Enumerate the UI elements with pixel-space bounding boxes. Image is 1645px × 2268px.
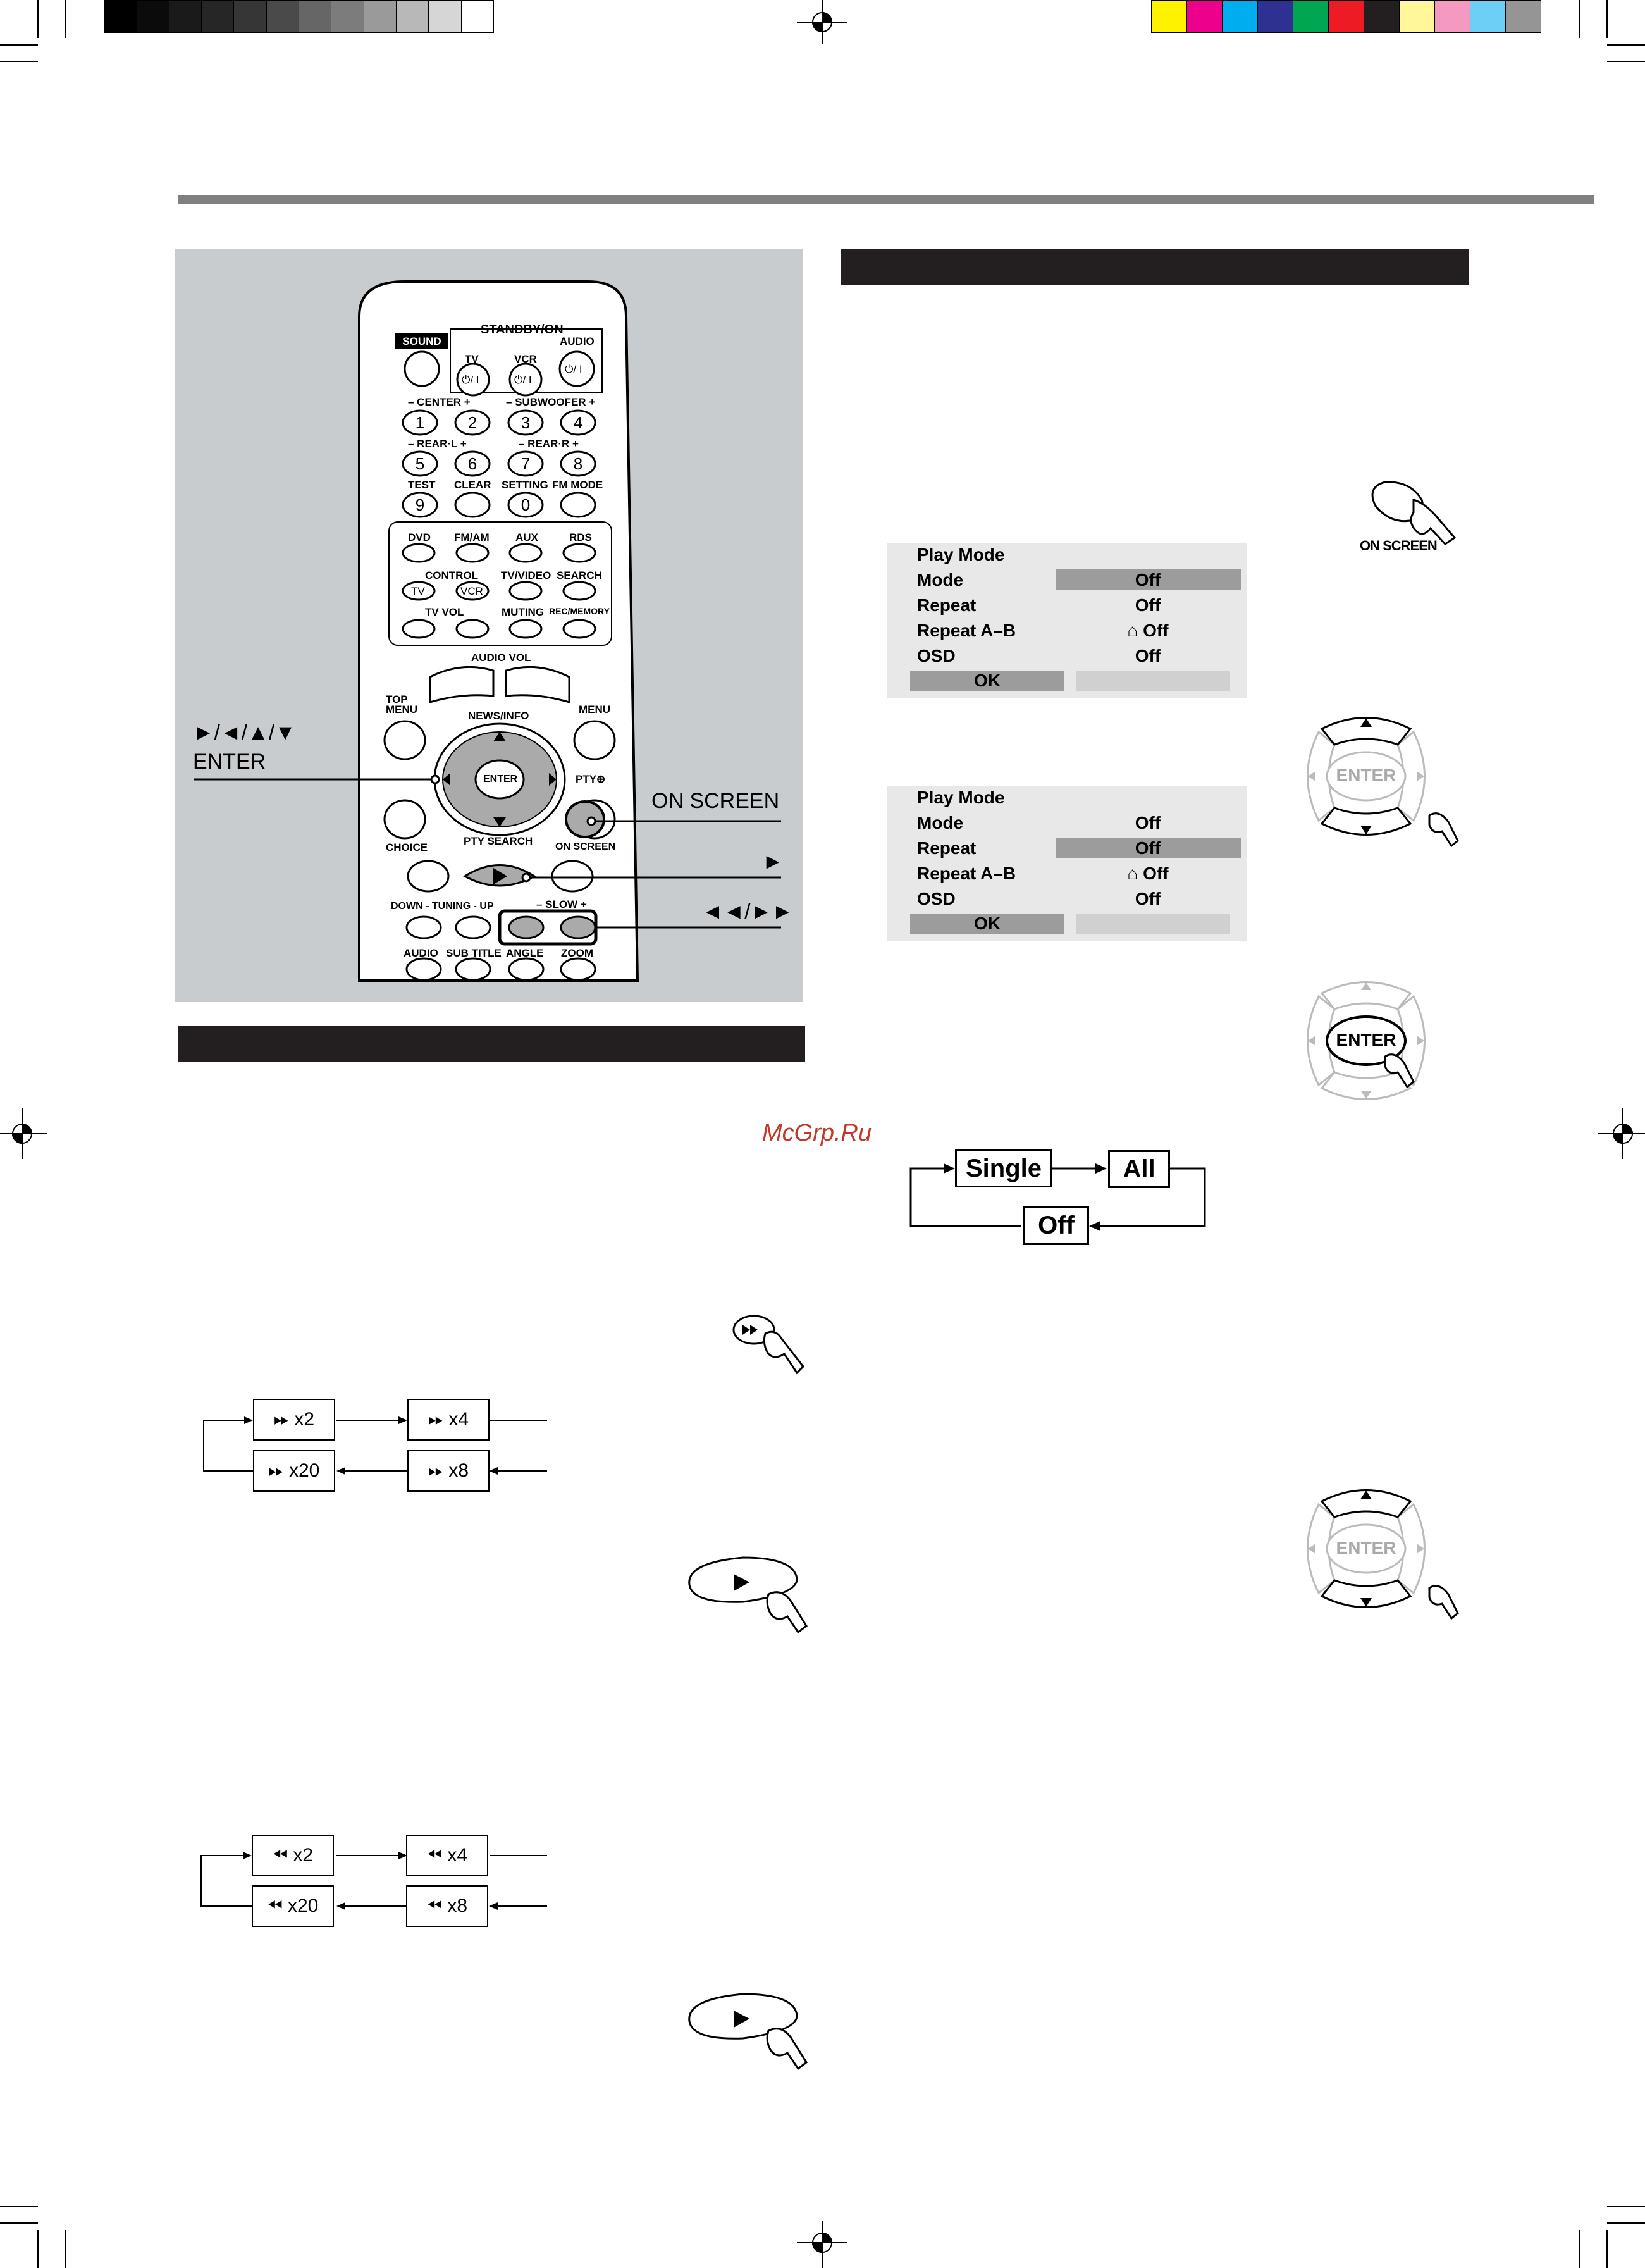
- aux-label: AUX: [515, 531, 538, 543]
- tv-power-symbol: ⏻/ I: [462, 374, 479, 386]
- ff-x2-box: ⏩︎ x2: [253, 1399, 335, 1441]
- slow-label: – SLOW +: [536, 898, 587, 910]
- enter-pad-label-3[interactable]: ENTER: [1336, 1538, 1396, 1558]
- ff-icon: ⏩︎: [268, 1460, 289, 1481]
- ff-x20-box: ⏩︎ x20: [253, 1450, 335, 1492]
- choice-label: CHOICE: [386, 841, 428, 853]
- rear-r-label: – REAR·R +: [519, 438, 579, 450]
- ff-icon: ⏩︎: [428, 1460, 449, 1481]
- pty-search-label: PTY SEARCH: [464, 835, 533, 847]
- osd-repeat-ab-label[interactable]: Repeat A–B: [917, 621, 1016, 640]
- rew-icon: ⏪︎: [426, 1895, 448, 1916]
- rew-x8-box: ⏪︎ x8: [406, 1885, 488, 1927]
- pty-plus-label: PTY⊕: [576, 773, 606, 785]
- tv-video-label: TV/VIDEO: [501, 569, 551, 581]
- vcr-btn-label[interactable]: VCR: [460, 585, 483, 597]
- cursor-enter-callout: ►/◄/▲/▼ ENTER: [193, 721, 296, 774]
- num-9[interactable]: 9: [415, 495, 425, 514]
- osd-repeat-ab-value: ⌂ Off: [1127, 864, 1169, 883]
- on-screen-key-label: ON SCREEN: [555, 841, 616, 852]
- osd-ok-button[interactable]: OK: [974, 914, 1001, 933]
- audio-vol-label: AUDIO VOL: [471, 652, 531, 664]
- osd-repeat-label[interactable]: Repeat: [917, 838, 977, 858]
- osd-repeat-label[interactable]: Repeat: [917, 595, 977, 615]
- rew-x4-box: ⏪︎ x4: [406, 1835, 488, 1876]
- rec-memory-label: REC/MEMORY: [549, 606, 610, 616]
- watermark: McGrp.Ru: [762, 1120, 872, 1146]
- standby-label: STANDBY/ON: [481, 323, 564, 337]
- rew-icon: ⏪︎: [272, 1845, 293, 1866]
- ff-button-icon: [734, 1316, 803, 1373]
- tv-label: TV: [465, 353, 479, 365]
- num-3[interactable]: 3: [521, 413, 531, 432]
- osd-osd-value: Off: [1135, 646, 1161, 666]
- search-label: SEARCH: [557, 569, 602, 581]
- fm-am-label: FM/AM: [454, 531, 490, 543]
- ff-icon: ⏩︎: [428, 1409, 449, 1430]
- sound-label: SOUND: [402, 335, 441, 347]
- tv-btn-label[interactable]: TV: [411, 585, 425, 597]
- osd-title: Play Mode: [917, 545, 1005, 564]
- tv-vol-label: TV VOL: [425, 606, 464, 618]
- num-1[interactable]: 1: [415, 413, 425, 432]
- zoom-label: ZOOM: [561, 947, 593, 959]
- osd-repeat-value: Off: [1135, 838, 1161, 858]
- repeat-single-box: Single: [955, 1149, 1052, 1187]
- control-label: CONTROL: [425, 569, 479, 581]
- setting-label: SETTING: [502, 479, 548, 491]
- osd-repeat-ab-value: ⌂ Off: [1127, 621, 1169, 640]
- tuning-label: DOWN - TUNING - UP: [391, 901, 494, 912]
- audio-power-symbol: ⏻/ I: [565, 363, 582, 375]
- fast-callout: ◄◄/►►: [702, 900, 794, 924]
- subtitle-label: SUB TITLE: [446, 947, 502, 959]
- rear-l-label: – REAR·L +: [408, 438, 467, 450]
- fm-mode-label: FM MODE: [552, 479, 603, 491]
- ab-icon: ⌂: [1127, 621, 1143, 640]
- num-8[interactable]: 8: [573, 454, 583, 473]
- rds-label: RDS: [569, 531, 592, 543]
- play-callout: ►: [762, 850, 784, 874]
- osd-title: Play Mode: [917, 788, 1005, 807]
- osd-mode-value: Off: [1135, 813, 1161, 833]
- play-button-icon-1: [689, 1558, 806, 1632]
- ff-icon: ⏩︎: [273, 1409, 295, 1430]
- vcr-label: VCR: [514, 353, 537, 365]
- osd-osd-label[interactable]: OSD: [917, 646, 956, 666]
- ff-x4-box: ⏩︎ x4: [407, 1399, 490, 1441]
- num-7[interactable]: 7: [521, 454, 531, 473]
- audio-btm-label: AUDIO: [404, 947, 438, 959]
- rew-x20-box: ⏪︎ x20: [252, 1885, 334, 1927]
- num-2[interactable]: 2: [467, 413, 477, 432]
- osd-osd-value: Off: [1135, 889, 1161, 908]
- subwoofer-label: – SUBWOOFER +: [506, 396, 596, 408]
- num-5[interactable]: 5: [415, 454, 425, 473]
- on-screen-icon-label: ON SCREEN: [1360, 538, 1437, 554]
- on-screen-callout: ON SCREEN: [651, 789, 780, 813]
- num-4[interactable]: 4: [573, 413, 583, 432]
- osd-osd-label[interactable]: OSD: [917, 889, 956, 908]
- top-menu-label: TOP MENU: [386, 693, 418, 716]
- repeat-off-box: Off: [1023, 1206, 1089, 1245]
- muting-label: MUTING: [502, 606, 545, 618]
- play-button-icon-2: [689, 1994, 806, 2069]
- center-label: – CENTER +: [408, 396, 471, 408]
- osd-mode-value: Off: [1135, 570, 1161, 590]
- ff-x8-box: ⏩︎ x8: [407, 1450, 490, 1492]
- osd-mode-label[interactable]: Mode: [917, 813, 964, 833]
- rew-icon: ⏪︎: [426, 1845, 448, 1866]
- num-0[interactable]: 0: [521, 495, 531, 514]
- dvd-label: DVD: [408, 531, 431, 543]
- num-6[interactable]: 6: [467, 454, 477, 473]
- enter-pad-label-1[interactable]: ENTER: [1336, 765, 1396, 785]
- audio-label: AUDIO: [560, 335, 595, 347]
- osd-repeat-value: Off: [1135, 595, 1161, 615]
- ab-icon: ⌂: [1127, 864, 1143, 883]
- test-label: TEST: [408, 479, 436, 491]
- clear-label: CLEAR: [454, 479, 491, 491]
- enter-key-label[interactable]: ENTER: [483, 774, 518, 784]
- repeat-all-box: All: [1108, 1150, 1170, 1188]
- rew-icon: ⏪︎: [267, 1895, 288, 1916]
- enter-pad-label-2[interactable]: ENTER: [1336, 1030, 1396, 1050]
- news-info-label: NEWS/INFO: [468, 710, 529, 722]
- vcr-power-symbol: ⏻/ I: [514, 374, 532, 386]
- osd-repeat-ab-label[interactable]: Repeat A–B: [917, 864, 1016, 883]
- osd-mode-label[interactable]: Mode: [917, 570, 964, 590]
- osd-ok-button[interactable]: OK: [974, 671, 1001, 690]
- angle-label: ANGLE: [506, 947, 544, 959]
- menu-label: MENU: [579, 703, 611, 716]
- rew-x2-box: ⏪︎ x2: [252, 1835, 334, 1876]
